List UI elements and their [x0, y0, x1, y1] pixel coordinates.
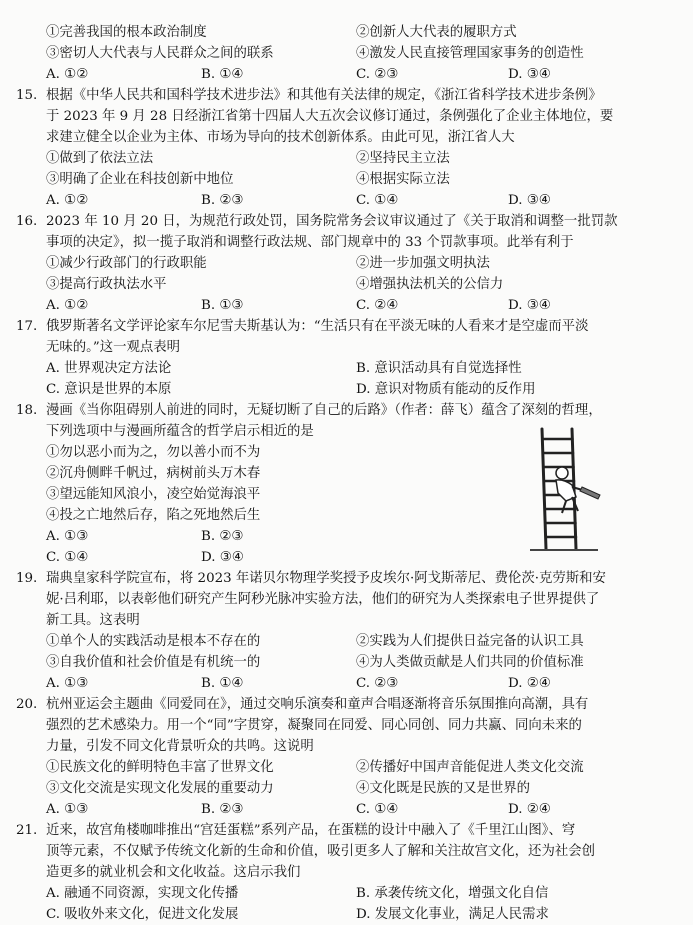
q19-option-4: ④为人类做贡献是人们共同的价值标准	[356, 655, 584, 670]
q15-answer-c: C. ①④	[356, 193, 399, 208]
q18-answer-b: B. ②③	[201, 529, 244, 544]
q17-option-d: D. 意识对物质有能动的反作用	[356, 382, 536, 397]
q19-stem-line: 瑞典皇家科学院宣布，将 2023 年诺贝尔物理学奖授予皮埃尔·阿戈斯蒂尼、费伦茨·克劳斯和安	[46, 571, 606, 586]
q21-option-b: B. 承袭传统文化，增强文化自信	[356, 886, 549, 901]
q21-stem-line: 近来，故宫角楼咖啡推出“宫廷蛋糕”系列产品，在蛋糕的设计中融入了《千里江山图》、穹	[46, 823, 576, 838]
q14-option-1: ①完善我国的根本政治制度	[46, 25, 207, 40]
cartoon-ladder-image	[516, 425, 616, 553]
cartoon-figure	[556, 467, 600, 513]
q15-answer-b: B. ②③	[201, 193, 244, 208]
q20-stem-line: 杭州亚运会主题曲《同爱同在》，通过交响乐演奏和童声合唱逐渐将音乐氛围推向高潮，具有	[46, 697, 589, 712]
q21-option-d: D. 发展文化事业，满足人民需求	[356, 907, 549, 922]
q17-option-b: B. 意识活动具有自觉选择性	[356, 361, 522, 376]
q14-answer-a: A. ①②	[46, 67, 89, 82]
q16-answer-c: C. ②④	[356, 298, 399, 313]
q18-answer-a: A. ①③	[46, 529, 89, 544]
q21-option-a: A. 融通不同资源，实现文化传播	[46, 886, 239, 901]
q17-stem-line: 俄罗斯著名文学评论家车尔尼雪夫斯基认为：“生活只有在平淡无味的人看来才是空虚而平淡	[46, 319, 589, 334]
q18-stem-line: 下列选项中与漫画所蕴含的哲学启示相近的是	[46, 424, 314, 439]
q18-number: 18.	[16, 403, 38, 418]
q19-answer-d: D. ②④	[508, 676, 551, 691]
q17-option-c: C. 意识是世界的本原	[46, 382, 172, 397]
q21-option-c: C. 吸收外来文化，促进文化发展	[46, 907, 239, 922]
q15-option-2: ②坚持民主立法	[356, 151, 450, 166]
q15-stem-line: 于 2023 年 9 月 28 日经浙江省第十四届人大五次会议修订通过，条例强化了企业主体地位，要	[46, 109, 614, 124]
q20-option-1: ①民族文化的鲜明特色丰富了世界文化	[46, 760, 274, 775]
q19-answer-a: A. ①③	[46, 676, 89, 691]
q21-number: 21.	[16, 823, 38, 838]
q16-number: 16.	[16, 214, 38, 229]
q18-answer-c: C. ①④	[46, 550, 89, 565]
q14-answer-d: D. ③④	[508, 67, 551, 82]
q20-answer-b: B. ②③	[201, 802, 244, 817]
q19-answer-b: B. ①④	[201, 676, 244, 691]
q20-answer-a: A. ①③	[46, 802, 89, 817]
q18-option-2: ②沉舟侧畔千帆过，病树前头万木春	[46, 466, 261, 481]
q14-answer-b: B. ①④	[201, 67, 244, 82]
q15-answer-d: D. ③④	[508, 193, 551, 208]
q16-option-4: ④增强执法机关的公信力	[356, 277, 504, 292]
q20-option-3: ③文化交流是实现文化发展的重要动力	[46, 781, 274, 796]
q15-option-4: ④根据实际立法	[356, 172, 450, 187]
q16-stem-line: 事项的决定》，拟一揽子取消和调整行政法规、部门规章中的 33 个罚款事项。此举有利于	[46, 235, 574, 250]
q16-option-2: ②进一步加强文明执法	[356, 256, 490, 271]
q14-option-3: ③密切人大代表与人民群众之间的联系	[46, 46, 274, 61]
q14-option-4: ④激发人民直接管理国家事务的创造性	[356, 46, 584, 61]
q20-answer-c: C. ①④	[356, 802, 399, 817]
q18-option-3: ③望远能知风浪小，凌空始觉海浪平	[46, 487, 261, 502]
q17-number: 17.	[16, 319, 38, 334]
q15-option-3: ③明确了企业在科技创新中地位	[46, 172, 234, 187]
q20-option-2: ②传播好中国声音能促进人类文化交流	[356, 760, 584, 775]
q19-answer-c: C. ②③	[356, 676, 399, 691]
q19-option-3: ③自我价值和社会价值是有机统一的	[46, 655, 261, 670]
q16-answer-a: A. ①②	[46, 298, 89, 313]
q19-option-1: ①单个人的实践活动是根本不存在的	[46, 634, 261, 649]
q19-number: 19.	[16, 571, 38, 586]
q18-option-1: ①勿以恶小而为之，勿以善小而不为	[46, 445, 261, 460]
q18-option-4: ④投之亡地然后存，陷之死地然后生	[46, 508, 261, 523]
q15-stem-line: 根据《中华人民共和国科学技术进步法》和其他有关法律的规定，《浙江省科学技术进步条例》	[46, 88, 602, 103]
q15-option-1: ①做到了依法立法	[46, 151, 154, 166]
q20-number: 20.	[16, 697, 38, 712]
q16-option-1: ①减少行政部门的行政职能	[46, 256, 207, 271]
q16-answer-d: D. ③④	[508, 298, 551, 313]
q18-stem-line: 漫画《当你阻碍别人前进的同时，无疑切断了自己的后路》（作者：薛飞）蕴含了深刻的哲理，	[46, 403, 602, 418]
q15-answer-a: A. ①②	[46, 193, 89, 208]
q20-stem-line: 力量，引发不同文化背景听众的共鸣。这说明	[46, 739, 314, 754]
q15-stem-line: 求建立健全以企业为主体、市场为导向的技术创新体系。由此可见，浙江省人大	[46, 130, 515, 145]
q20-option-4: ④文化既是民族的又是世界的	[356, 781, 531, 796]
q19-stem-line: 新工具。这表明	[46, 613, 140, 628]
q16-option-3: ③提高行政执法水平	[46, 277, 167, 292]
q14-option-2: ②创新人大代表的履职方式	[356, 25, 517, 40]
q19-stem-line: 妮·吕利耶，以表彰他们研究产生阿秒光脉冲实验方法，他们的研究为人类探索电子世界提供了	[46, 592, 600, 607]
q16-answer-b: B. ①③	[201, 298, 244, 313]
q21-stem-line: 造更多的就业机会和文化收益。这启示我们	[46, 865, 301, 880]
q14-answer-c: C. ②③	[356, 67, 399, 82]
q15-number: 15.	[16, 88, 38, 103]
q20-stem-line: 强烈的艺术感染力。用一个“同”字贯穿，凝聚同在同爱、同心同创、同力共赢、同向未来的	[46, 718, 582, 733]
q19-option-2: ②实践为人们提供日益完备的认识工具	[356, 634, 584, 649]
q17-option-a: A. 世界观决定方法论	[46, 361, 172, 376]
q18-answer-d: D. ③④	[201, 550, 244, 565]
q17-stem-line: 无味的。”这一观点表明	[46, 340, 181, 355]
q21-stem-line: 顶等元素，不仅赋予传统文化新的生命和价值，吸引更多人了解和关注故宫文化，还为社会创	[46, 844, 596, 859]
q16-stem-line: 2023 年 10 月 20 日，为规范行政处罚，国务院常务会议审议通过了《关于取消和调整一批罚款	[46, 214, 618, 229]
q20-answer-d: D. ②④	[508, 802, 551, 817]
